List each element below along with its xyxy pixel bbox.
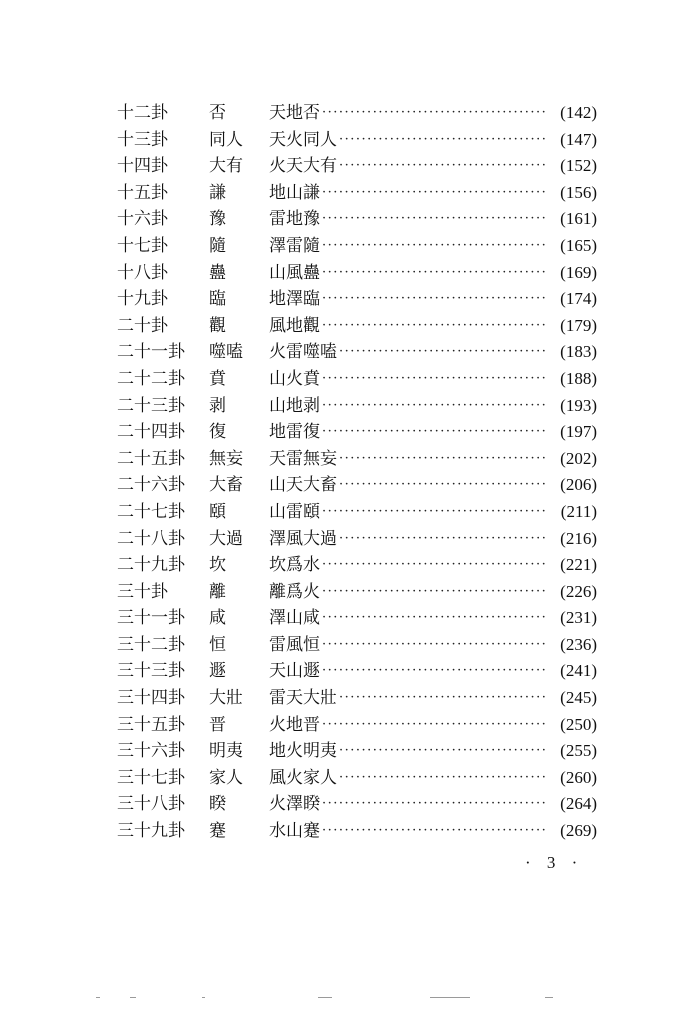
hexagram-name: 隨 <box>209 235 226 256</box>
dot-leader <box>322 393 545 420</box>
toc-entry <box>117 472 597 499</box>
toc-entry <box>117 818 597 845</box>
dot-leader <box>339 765 545 792</box>
page-reference: (169) <box>560 262 597 282</box>
page-reference: (193) <box>560 395 597 415</box>
hexagram-name: 剥 <box>209 395 226 416</box>
page-reference: (211) <box>560 501 597 521</box>
hexagram-full-name: 地火明夷 <box>269 741 337 762</box>
hexagram-number: 三十七卦 <box>117 767 185 788</box>
hexagram-full-name: 天地否 <box>269 103 320 123</box>
hexagram-name: 同人 <box>209 129 243 150</box>
dot-leader <box>322 632 545 659</box>
hexagram-number: 二十二卦 <box>117 368 185 389</box>
page-reference: (236) <box>560 634 597 654</box>
hexagram-number: 十三卦 <box>117 129 168 150</box>
page-reference: (206) <box>560 475 597 495</box>
hexagram-full-name: 雷風恒 <box>269 634 320 655</box>
page-reference: (152) <box>560 156 597 176</box>
toc-entry <box>117 366 597 393</box>
scan-speck <box>202 997 205 998</box>
toc-entry <box>117 419 597 446</box>
hexagram-full-name: 山雷頤 <box>269 501 320 522</box>
hexagram-full-name: 雷地豫 <box>269 209 320 230</box>
hexagram-name: 大畜 <box>209 475 243 496</box>
hexagram-number: 二十六卦 <box>117 475 185 496</box>
hexagram-number: 三十九卦 <box>117 821 185 842</box>
hexagram-number: 三十六卦 <box>117 741 185 762</box>
dot-leader <box>322 605 545 632</box>
hexagram-number: 十二卦 <box>117 103 168 123</box>
hexagram-name: 謙 <box>209 182 226 203</box>
hexagram-full-name: 澤風大過 <box>269 528 337 549</box>
hexagram-number: 三十一卦 <box>117 608 185 629</box>
hexagram-name: 復 <box>209 422 226 443</box>
hexagram-name: 否 <box>209 103 226 123</box>
page-reference: (221) <box>560 555 597 575</box>
dot-leader <box>339 685 545 712</box>
scan-speck <box>318 997 332 998</box>
hexagram-name: 家人 <box>209 767 243 788</box>
hexagram-name: 噬嗑 <box>209 342 243 363</box>
page-reference: (147) <box>560 129 597 149</box>
dot-leader <box>322 206 545 233</box>
hexagram-number: 二十卦 <box>117 315 168 336</box>
dot-leader <box>322 658 545 685</box>
dot-leader <box>322 419 545 446</box>
dot-leader <box>339 472 545 499</box>
hexagram-full-name: 地山謙 <box>269 182 320 203</box>
hexagram-full-name: 天雷無妄 <box>269 448 337 469</box>
hexagram-number: 三十三卦 <box>117 661 185 682</box>
hexagram-name: 蠱 <box>209 262 226 283</box>
hexagram-full-name: 火雷噬嗑 <box>269 342 337 363</box>
toc-entry <box>117 286 597 313</box>
hexagram-number: 十六卦 <box>117 209 168 230</box>
hexagram-full-name: 坎爲水 <box>269 555 320 576</box>
hexagram-name: 無妄 <box>209 448 243 469</box>
dot-leader <box>339 153 545 180</box>
hexagram-name: 睽 <box>209 794 226 815</box>
dot-leader <box>339 339 545 366</box>
toc-entry <box>117 632 597 659</box>
toc-entry <box>117 446 597 473</box>
toc-entry <box>117 233 597 260</box>
toc-entry <box>117 605 597 632</box>
toc-entry <box>117 712 597 739</box>
dot-leader <box>322 552 545 579</box>
page-number: · 3 · <box>525 853 584 872</box>
hexagram-name: 豫 <box>209 209 226 230</box>
hexagram-number: 二十一卦 <box>117 342 185 363</box>
toc-entry <box>117 791 597 818</box>
hexagram-name: 觀 <box>209 315 226 336</box>
dot-leader <box>322 366 545 393</box>
hexagram-number: 十五卦 <box>117 182 168 203</box>
page-reference: (165) <box>560 235 597 255</box>
dot-leader <box>322 260 545 287</box>
hexagram-full-name: 澤雷隨 <box>269 235 320 256</box>
hexagram-full-name: 雷天大壯 <box>269 688 337 709</box>
page-reference: (197) <box>560 422 597 442</box>
scan-speck <box>430 997 470 998</box>
dot-leader <box>322 313 545 340</box>
hexagram-full-name: 水山蹇 <box>269 821 320 842</box>
page-reference: (202) <box>560 448 597 468</box>
hexagram-full-name: 山火賁 <box>269 368 320 389</box>
toc-entry <box>117 127 597 154</box>
hexagram-number: 十八卦 <box>117 262 168 283</box>
page-reference: (250) <box>560 714 597 734</box>
toc-entry <box>117 393 597 420</box>
hexagram-full-name: 山風蠱 <box>269 262 320 283</box>
page-reference: (241) <box>560 661 597 681</box>
page-reference: (264) <box>560 794 597 814</box>
hexagram-full-name: 風地觀 <box>269 315 320 336</box>
hexagram-number: 二十七卦 <box>117 501 185 522</box>
hexagram-name: 大過 <box>209 528 243 549</box>
toc-entry <box>117 552 597 579</box>
hexagram-full-name: 離爲火 <box>269 581 320 602</box>
page-reference: (142) <box>560 103 597 122</box>
page-reference: (174) <box>560 289 597 309</box>
toc-entry <box>117 738 597 765</box>
toc-entry <box>117 685 597 712</box>
hexagram-name: 賁 <box>209 368 226 389</box>
page-reference: (269) <box>560 821 597 841</box>
hexagram-number: 二十九卦 <box>117 555 185 576</box>
page-reference: (179) <box>560 315 597 335</box>
hexagram-name: 離 <box>209 581 226 602</box>
toc-entry <box>117 499 597 526</box>
hexagram-name: 大有 <box>209 156 243 177</box>
dot-leader <box>339 446 545 473</box>
page-reference: (188) <box>560 368 597 388</box>
hexagram-number: 三十五卦 <box>117 714 185 735</box>
page-reference: (231) <box>560 608 597 628</box>
dot-leader <box>339 127 545 154</box>
hexagram-full-name: 山天大畜 <box>269 475 337 496</box>
hexagram-name: 坎 <box>209 555 226 576</box>
hexagram-name: 頤 <box>209 501 226 522</box>
dot-leader <box>322 233 545 260</box>
dot-leader <box>322 818 545 845</box>
hexagram-number: 十七卦 <box>117 235 168 256</box>
hexagram-full-name: 地澤臨 <box>269 289 320 310</box>
toc-entry <box>117 206 597 233</box>
hexagram-name: 大壯 <box>209 688 243 709</box>
page-reference: (245) <box>560 688 597 708</box>
scan-speck <box>130 997 136 998</box>
hexagram-number: 十九卦 <box>117 289 168 310</box>
hexagram-name: 咸 <box>209 608 226 629</box>
toc-entry <box>117 765 597 792</box>
hexagram-full-name: 天山遯 <box>269 661 320 682</box>
toc-entry <box>117 526 597 553</box>
dot-leader <box>322 791 545 818</box>
toc-entry <box>117 339 597 366</box>
scan-speck <box>96 997 100 998</box>
hexagram-full-name: 天火同人 <box>269 129 337 150</box>
table-of-contents <box>117 100 597 845</box>
scan-speck <box>545 997 553 998</box>
toc-entry <box>117 313 597 340</box>
hexagram-number: 三十二卦 <box>117 634 185 655</box>
hexagram-full-name: 火天大有 <box>269 156 337 177</box>
dot-leader <box>322 712 545 739</box>
page-reference: (183) <box>560 342 597 362</box>
page-reference: (156) <box>560 182 597 202</box>
hexagram-number: 二十三卦 <box>117 395 185 416</box>
toc-entry <box>117 100 597 127</box>
hexagram-full-name: 澤山咸 <box>269 608 320 629</box>
dot-leader <box>322 579 545 606</box>
dot-leader <box>322 499 545 526</box>
page-reference: (226) <box>560 581 597 601</box>
hexagram-number: 三十卦 <box>117 581 168 602</box>
page-reference: (260) <box>560 767 597 787</box>
dot-leader <box>339 526 545 553</box>
page-reference: (161) <box>560 209 597 229</box>
hexagram-number: 二十四卦 <box>117 422 185 443</box>
hexagram-full-name: 風火家人 <box>269 767 337 788</box>
page-reference: (255) <box>560 741 597 761</box>
hexagram-name: 臨 <box>209 289 226 310</box>
toc-entry <box>117 579 597 606</box>
hexagram-number: 三十八卦 <box>117 794 185 815</box>
hexagram-number: 十四卦 <box>117 156 168 177</box>
dot-leader <box>322 286 545 313</box>
hexagram-name: 遯 <box>209 661 226 682</box>
hexagram-full-name: 火澤睽 <box>269 794 320 815</box>
toc-entry <box>117 260 597 287</box>
hexagram-full-name: 山地剥 <box>269 395 320 416</box>
hexagram-number: 二十八卦 <box>117 528 185 549</box>
toc-entry <box>117 180 597 207</box>
page-reference: (216) <box>560 528 597 548</box>
hexagram-name: 明夷 <box>209 741 243 762</box>
hexagram-full-name: 火地晋 <box>269 714 320 735</box>
hexagram-number: 二十五卦 <box>117 448 185 469</box>
toc-entry <box>117 658 597 685</box>
dot-leader <box>322 180 545 207</box>
hexagram-name: 晋 <box>209 714 226 735</box>
hexagram-full-name: 地雷復 <box>269 422 320 443</box>
hexagram-name: 恒 <box>209 634 226 655</box>
toc-entry <box>117 153 597 180</box>
dot-leader <box>339 738 545 765</box>
dot-leader <box>322 100 545 127</box>
hexagram-number: 三十四卦 <box>117 688 185 709</box>
hexagram-name: 蹇 <box>209 821 226 842</box>
